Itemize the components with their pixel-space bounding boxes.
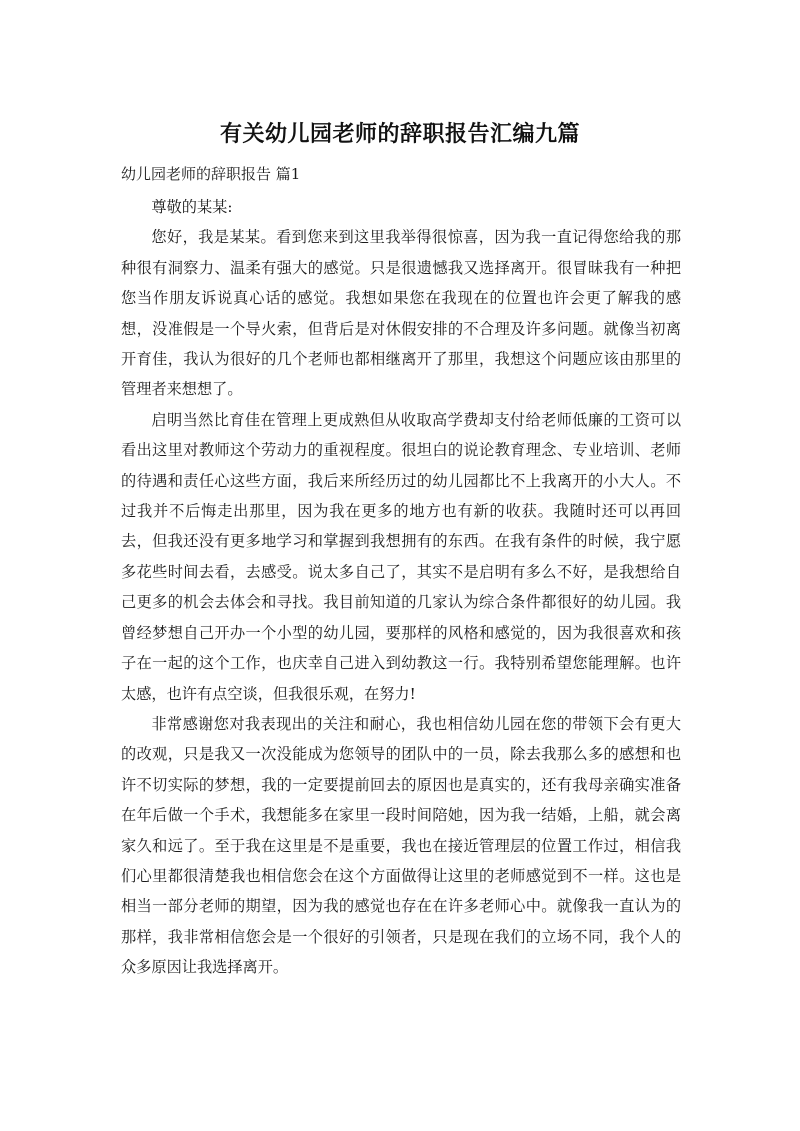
document-title: 有关幼儿园老师的辞职报告汇编九篇 — [219, 122, 580, 147]
letter-body — [121, 192, 681, 983]
section-heading: 幼儿园老师的辞职报告 篇1 — [121, 165, 301, 183]
paragraph-2: 启明当然比育佳在管理上更成熟但从收取高学费却支付给老师低廉的工资可以看出这里对教师这个劳动力的重视程度。很坦白的说论教育理念、专业培训、老师的待遇和责任心这些方面，我后来所经历过的幼儿园都比不上我离开的小大人。不过我并不后悔走出那里，因为我在更多的地方也有新的收获。我随时还可以再回去，但我还没有更多地学习和掌握到我想拥有的东西。在我有条件的时候，我宁愿多花些时间去看，去感受。说太多自己了，其实不是启明有多么不好，是我想给自己更多的机会去体会和寻找。我目前知道的几家认为综合条件都很好的幼儿园。我曾经梦想自己开办一个小型的幼儿园，要那样的风格和感觉的，因为我很喜欢和孩子在一起的这个工作，也庆幸自己进入到幼教这一行。我特别希望您能理解。也许太感，也许有点空谈，但我很乐观，在努力! — [121, 410, 681, 703]
paragraph-1: 您好，我是某某。看到您来到这里我举得很惊喜，因为我一直记得您给我的那种很有洞察力、温柔有强大的感觉。只是很遗憾我又选择离开。很冒昧我有一种把您当作朋友诉说真心话的感觉。我想如果您在我现在的位置也许会更了解我的感想，没准假是一个导火索，但背后是对休假安排的不合理及许多问题。就像当初离开育佳，我认为很好的几个老师也都相继离开了那里，我想这个问题应该由那里的管理者来想想了。 — [121, 228, 681, 399]
paragraph-3: 非常感谢您对我表现出的关注和耐心，我也相信幼儿园在您的带领下会有更大的改观，只是我又一次没能成为您领导的团队中的一员，除去我那么多的感想和也许不切实际的梦想，我的一定要提前回去的原因也是真实的，还有我母亲确实准备在年后做一个手术，我想能多在家里一段时间陪她，因为我一结婚，上船，就会离家久和远了。至于我在这里是不是重要，我也在接近管理层的位置工作过，相信我们心里都很清楚我也相信您会在这个方面做得让这里的老师感觉到不一样。这也是相当一部分老师的期望，因为我的感觉也存在在许多老师心中。就像我一直认为的那样，我非常相信您会是一个很好的引领者，只是现在我们的立场不同，我个人的众多原因让我选择离开。 — [121, 714, 681, 977]
salutation: 尊敬的某某: — [151, 198, 233, 216]
